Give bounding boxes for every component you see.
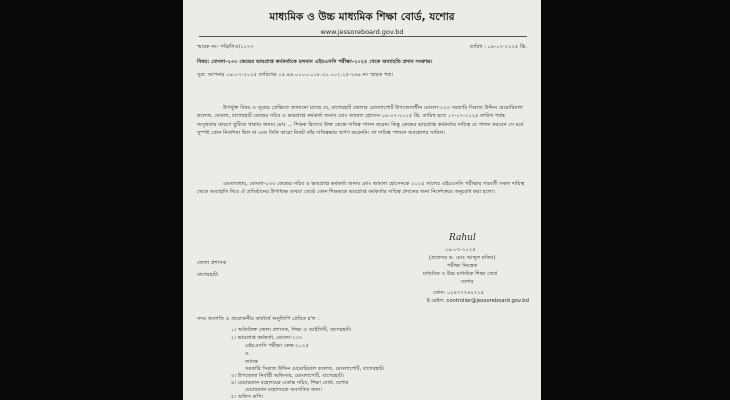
copy-item: ২। ভারপ্রাপ্ত কর্মকর্তা, মোংলা-২৩৩ <box>231 335 303 341</box>
copy-item: ৫। অফিস কপি। <box>231 394 264 400</box>
reference-line: সূত্র: আপনার ০৯-০৭-২০২৫ তারিখের ০৫.৪৪.০১০০.০১৮.৩১.০০২.২৫-২৬৯ নং স্মারক পত্র। <box>197 72 394 78</box>
copy-item: ৩। উপজেলা নির্বাহী অফিসার, মোংলাপোর্ট, বাগেরহাট। <box>231 373 344 379</box>
copy-item: চেয়ারম্যান মহোদয়কে অবগতির জন্য। <box>245 387 323 393</box>
body-paragraph-1: উপর্যুক্ত বিষয় ও সূত্রের প্রেক্ষিতে জানানো যাচ্ছে যে, বাগেরহাট জেলার মোংলাপোর্ট উপজেলাধীন মোংলা-২৩৩ সরকারি সিরাজ উদ্দিন মেমোরিয়াল কলেজ, মোংলা, বাগেরহাট কেন্দ্রের সচিব ও ভারপ্রাপ্ত কর্মকর্তা জনাব মোঃ জামাল হোসেন ০৯-০৭-২০২৫ খ্রি. তারিখ হতে ১৭-০৭-২০২৫ তারিখ পর্যন্ত অসুস্থতার কারণে ছুটিতে থাকায় জনাব মোঃ ... শিক্ষক হিসাবে উক্ত কেন্দ্রে দায়িত্ব পালন করেন। কিন্তু কেন্দ্রের ভারপ্রাপ্ত কর্মকর্তার দায়িত্ব যে পালন করবেন সে মর্মে সুস্পষ্ট কোন নির্দেশনা ছিল না এবং তিনি কারো নিকট তাঁর দায়িত্বভার অর্পণ করেননি। তা দায়িত্ব পালনে অবহেলার সামিল। <box>197 105 524 137</box>
document-page <box>183 0 541 400</box>
signature-date: ০৯-০৭-২০২৫ <box>445 247 476 253</box>
signature-scribble: Rahul <box>449 233 476 243</box>
memo-date: তারিখ : ০৯-০৭-২০২৫ খ্রি. <box>469 44 527 50</box>
recipient-line-1: জেলা প্রশাসক <box>197 260 227 266</box>
board-title: মাধ্যমিক ও উচ্চ মাধ্যমিক শিক্ষা বোর্ড, যশোর <box>269 11 455 23</box>
memo-number: স্মারক নং- পরি/সিও/১০৭৭ <box>197 44 254 50</box>
signature-name: (প্রফেসর ড. মোঃ আব্দুল মতিন) <box>429 255 496 261</box>
body-paragraph-2: এমতাবস্থায়, মোংলা-২৩৩ কেন্দ্রের সচিব ও ভারপ্রাপ্ত কর্মকর্তা জনাব মোঃ জামাল হোসেনকে ২০২৫ সালের এইচএসসি পরীক্ষার পরবর্তী সকল দায়িত্ব থেকে অব্যাহতি দিয়ে ঐ প্রতিষ্ঠানের উপাধ্যক্ষ অথবা জ্যেষ্ঠ কোন শিক্ষককে ভারপ্রাপ্ত কর্মকর্তার দায়িত্ব প্রদানের জন্য নির্দেশক্রমে অনুরোধ করা হলো। <box>197 181 525 196</box>
signature-email: ই-মেইল: controller@jessoreboard.gov.bd <box>427 298 529 304</box>
copy-intro: সদয় অবগতি ও প্রয়োজনীয় কার্যার্থে অনুলিপি প্রেরিত হ'ল : <box>197 316 320 322</box>
board-website: www.jessoreboard.gov.bd <box>320 28 404 36</box>
copy-item: ১। অতিরিক্ত জেলা প্রশাসক, শিক্ষা ও আইসিটি, বাগেরহাট। <box>231 327 352 333</box>
signature-title: পরীক্ষা নিয়ন্ত্রক <box>447 263 478 269</box>
copy-item: ৪। চেয়ারম্যান মহোদয়ের একান্ত সচিব, শিক্ষা বোর্ড, যশোর <box>231 380 349 386</box>
copy-item: অধ্যক্ষ <box>245 359 259 365</box>
recipient-line-2: বাগেরহাট। <box>197 272 219 278</box>
signature-office: মাধ্যমিক ও উচ্চ মাধ্যমিক শিক্ষা বোর্ড <box>423 271 498 277</box>
copy-item: এইচএসসি পরীক্ষা কেন্দ্র-২০২৫ <box>245 343 309 349</box>
copy-item: সরকারি সিরাজ উদ্দিন মেমোরিয়াল কলেজ, মোংলাপোর্ট, বাগেরহাট। <box>245 366 385 372</box>
signature-city: যশোর <box>461 279 474 285</box>
header-divider <box>199 36 527 37</box>
copy-item: ও <box>245 351 249 357</box>
signature-phone: ফোন: ০২৪৭৭৭৬২৭১৪ <box>433 290 484 296</box>
subject-line: বিষয়: মোংলা-২৩৩ কেন্দ্রের ভারপ্রাপ্ত কর্মকর্তাকে চলমান এইচএসসি পরীক্ষা-২০২৫ থেকে অব্যাহতি প্রদান সংক্রান্ত। <box>197 59 433 65</box>
